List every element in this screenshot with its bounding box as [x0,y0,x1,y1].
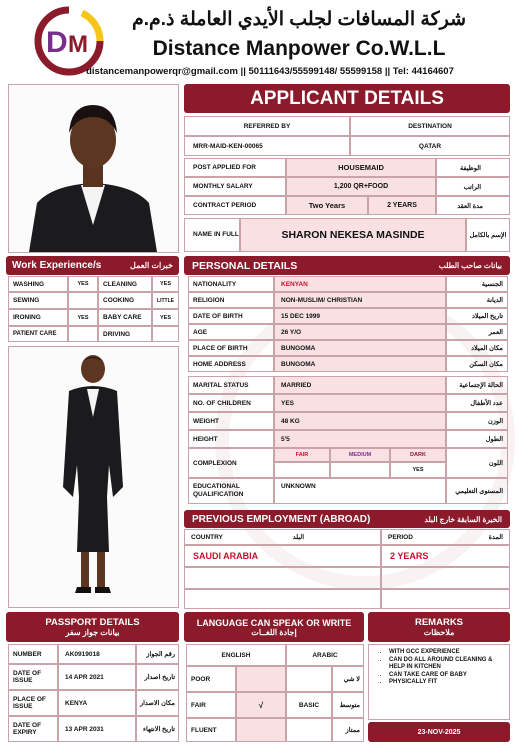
skill-value [68,292,98,309]
job-label: POST APPLIED FOR [184,158,286,177]
personal-label-ar: الوزن [446,412,508,430]
skill-value [68,326,98,342]
language-title: LANGUAGE CAN SPEAK OR WRITE [196,617,352,628]
weight-value: 48 KG [274,412,446,430]
place-of-birth-value: BUNGOMA [274,340,446,356]
job-value-contract: Two Years [286,196,368,215]
company-name-arabic: شركة المسافات لجلب الأيدي العاملة ذ.م.م [131,9,467,30]
arabic-level-value [286,666,332,692]
job-label: MONTHLY SALARY [184,177,286,196]
complexion-medium: MEDIUM [330,448,390,462]
remark-item: • CAN DO ALL AROUND CLEANING & HELP IN KITCHEN [389,657,505,672]
work-experience-title: Work Experience/s [12,260,102,271]
job-label-ar: الوظيفة [436,158,510,177]
education-label-ar: المستوى التعليمي [446,478,508,504]
previous-employment-header [184,510,510,528]
period-header [381,529,510,545]
complexion-selected: YES [390,462,446,478]
language-level-ar: ممتاز [332,718,364,742]
personal-details-title-ar: بيانات صاحب الطلب [438,261,502,270]
passport-label: DATE OF ISSUE [8,664,58,690]
remarks-list [389,649,505,687]
english-level-value [236,718,286,742]
personal-label-ar: الجنسية [446,276,508,292]
home-address-value: BUNGOMA [274,356,446,372]
work-experience-table [8,276,179,342]
previous-employment-title: PREVIOUS EMPLOYMENT (ABROAD) [192,513,371,525]
job-value-post: HOUSEMAID [286,158,436,177]
personal-label: RELIGION [188,292,274,308]
skill-label: BABY CARE [98,309,152,326]
remark-item: • CAN TAKE CARE OF BABY [389,672,505,680]
language-level-ar: متوسط [332,692,364,718]
company-name-english: Distance Manpower Co.W.L.L [152,37,446,60]
full-name-value: SHARON NEKESA MASINDE [240,218,466,252]
remarks-box [368,644,510,720]
remarks-date: 23-NOV-2025 [368,722,510,742]
job-label-ar: مدة العقد [436,196,510,215]
employment-empty-row [184,589,381,609]
personal-label-ar: الطول [446,430,508,448]
complexion-label-ar: اللون [446,448,508,478]
job-value-contract-years: 2 YEARS [368,196,436,215]
personal-label: HEIGHT [188,430,274,448]
work-experience-title-ar: خبرات العمل [130,261,173,270]
skill-value: LITTLE [152,292,179,309]
complexion-label: COMPLEXION [188,448,274,478]
referred-by-value: MRR-MAID-KEN-00065 [184,136,350,156]
age-value: 26 Y/O [274,324,446,340]
country-header [184,529,381,545]
remark-item: • PHYSICALLY FIT [389,679,505,687]
language-level-label: FLUENT [186,718,236,742]
passport-table [8,644,179,742]
language-table [186,644,364,742]
personal-label-ar: الحالة الإجتماعية [446,376,508,394]
passport-label: PLACE OF ISSUE [8,690,58,716]
work-experience-header [6,256,179,275]
destination-label: DESTINATION [350,116,510,136]
skill-label: PATIENT CARE [8,326,68,342]
personal-label: WEIGHT [188,412,274,430]
personal-label-ar: الديانة [446,292,508,308]
svg-text:M: M [68,31,88,58]
arabic-level-value [286,718,332,742]
period-label: PERIOD [388,533,413,541]
language-level-label: FAIR [186,692,236,718]
skill-label: DRIVING [98,326,152,342]
skill-label: CLEANING [98,276,152,292]
personal-label: DATE OF BIRTH [188,308,274,324]
religion-value: NON-MUSLIM/ CHRISTIAN [274,292,446,308]
skill-value [152,326,179,342]
remarks-title-ar: ملاحظات [423,628,455,637]
personal-details-header [184,256,510,275]
full-name-label-ar: الإسم بالكامل [466,218,510,252]
skill-value: YES [152,309,179,326]
personal-label-ar: عدد الأطفال [446,394,508,412]
period-label-ar: المدة [488,534,503,541]
arabic-header: ARABIC [286,644,364,666]
previous-employment-title-ar: الخبرة السابقة خارج البلد [424,514,502,524]
education-value: UNKNOWN [274,478,446,504]
svg-text:D: D [46,26,68,59]
passport-title: PASSPORT DETAILS [45,617,140,628]
job-label: CONTRACT PERIOD [184,196,286,215]
remark-item: • WITH GCC EXPERIENCE [389,649,505,657]
passport-value: AK0919018 [58,644,136,664]
passport-label: DATE OF EXPIRY [8,716,58,742]
personal-label-ar: مكان السكن [446,356,508,372]
employment-empty-row [381,589,510,609]
job-value-salary: 1,200 QR+FOOD [286,177,436,196]
children-value: YES [274,394,446,412]
english-header: ENGLISH [186,644,286,666]
country-value: SAUDI ARABIA [184,545,381,567]
complexion-empty [274,462,330,478]
skill-label: SEWING [8,292,68,309]
language-header [184,612,364,642]
referred-by-label: REFERRED BY [184,116,350,136]
language-title-ar: إجادة اللغــات [251,627,297,637]
passport-label-ar: تاريخ الانتهاء [136,716,179,742]
personal-label: AGE [188,324,274,340]
dob-value: 15 DEC 1999 [274,308,446,324]
employment-empty-row [184,567,381,589]
remarks-title: REMARKS [414,617,464,628]
passport-value: 13 APR 2031 [58,716,136,742]
passport-label-ar: مكان الاصدار [136,690,179,716]
skill-label: COOKING [98,292,152,309]
skill-value: YES [68,309,98,326]
nationality-value: KENYAN [274,276,446,292]
personal-label-ar: مكان الميلاد [446,340,508,356]
complexion-dark: DARK [390,448,446,462]
destination-value: QATAR [350,136,510,156]
english-level-value [236,666,286,692]
full-name-label: NAME IN FULL [184,218,240,252]
previous-employment-table [184,529,510,609]
passport-label-ar: رقم الجواز [136,644,179,664]
skill-label: IRONING [8,309,68,326]
skill-label: WASHING [8,276,68,292]
height-value: 5'5 [274,430,446,448]
complexion-fair: FAIR [274,448,330,462]
complexion-empty [330,462,390,478]
personal-label: PLACE OF BIRTH [188,340,274,356]
personal-label: NO. OF CHILDREN [188,394,274,412]
skill-value: YES [152,276,179,292]
applicant-headshot [8,84,179,253]
english-level-value: √ [236,692,286,718]
country-label: COUNTRY [191,533,223,541]
skill-value: YES [68,276,98,292]
passport-value: 14 APR 2021 [58,664,136,690]
personal-label: MARITAL STATUS [188,376,274,394]
personal-label: HOME ADDRESS [188,356,274,372]
personal-label: NATIONALITY [188,276,274,292]
marital-status-value: MARRIED [274,376,446,394]
job-label-ar: الراتب [436,177,510,196]
personal-label-ar: تاريخ الميلاد [446,308,508,324]
language-level-ar: لا شي [332,666,364,692]
passport-label: NUMBER [8,644,58,664]
passport-label-ar: تاريخ اصدار [136,664,179,690]
passport-header [6,612,179,642]
arabic-level-value: BASIC [286,692,332,718]
personal-label-ar: العمر [446,324,508,340]
country-label-ar: البلد [292,534,304,541]
education-label: EDUCATIONAL QUALIFICATION [188,478,274,504]
employment-empty-row [381,567,510,589]
page-title: APPLICANT DETAILS [184,84,510,113]
applicant-full-body-photo [8,346,179,608]
passport-value: KENYA [58,690,136,716]
remarks-header [368,612,510,642]
company-contact: distancemanpowerqr@gmail.com || 50111643/55599148/ 55599158 || Tel: 44164607 [86,66,454,77]
period-value: 2 YEARS [381,545,510,567]
language-level-label: POOR [186,666,236,692]
personal-details-title: PERSONAL DETAILS [192,259,298,272]
passport-title-ar: بيانات جواز سفر [65,628,120,637]
